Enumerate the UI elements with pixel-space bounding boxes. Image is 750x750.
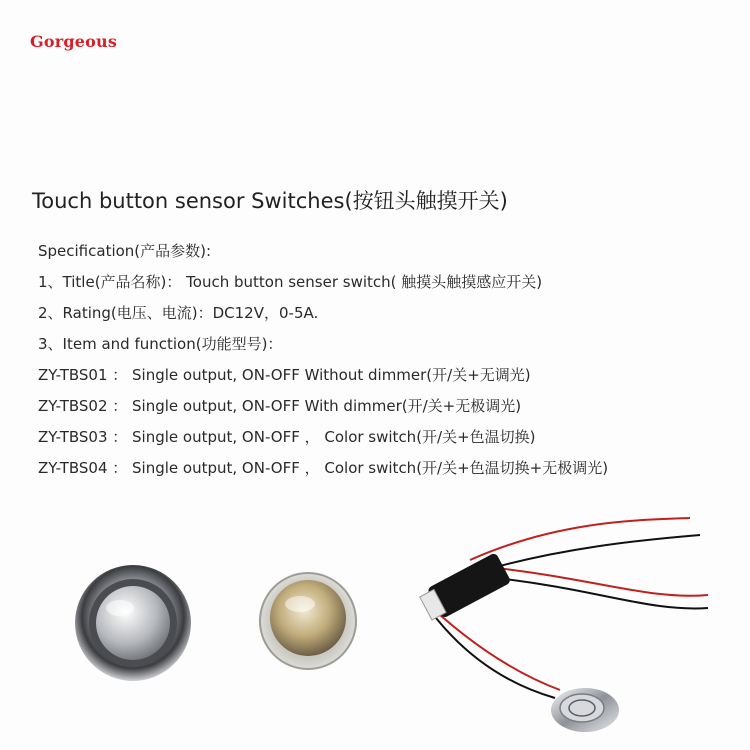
- specification-block: [38, 236, 608, 484]
- spec-line: ZY-TBS02 ： Single output, ON-OFF With dimmer(开/关+无极调光): [38, 397, 522, 415]
- button-gold-photo: [260, 573, 356, 669]
- spec-line: ZY-TBS04 ： Single output, ON-OFF ， Color switch(开/关+色温切换+无极调光): [38, 459, 609, 477]
- spec-line: 3、Item and function(功能型号)：: [38, 335, 283, 353]
- page-title: Touch button sensor Switches(按钮头触摸开关): [32, 189, 508, 213]
- sensor-module-photo: [418, 518, 708, 732]
- brand-logo: Gorgeous: [30, 32, 118, 51]
- spec-line: 2、Rating(电压、电流)：DC12V，0-5A.: [38, 304, 319, 322]
- button-silver-photo: [75, 565, 191, 681]
- spec-heading: Specification(产品参数):: [38, 242, 212, 260]
- product-photos: [0, 500, 750, 750]
- spec-line: 1、Title(产品名称)： Touch button senser switch( 触摸头触摸感应开关): [38, 273, 543, 291]
- spec-line: ZY-TBS03 ： Single output, ON-OFF ， Color switch(开/关+色温切换): [38, 428, 536, 446]
- spec-line: ZY-TBS01 ： Single output, ON-OFF Without dimmer(开/关+无调光): [38, 366, 531, 384]
